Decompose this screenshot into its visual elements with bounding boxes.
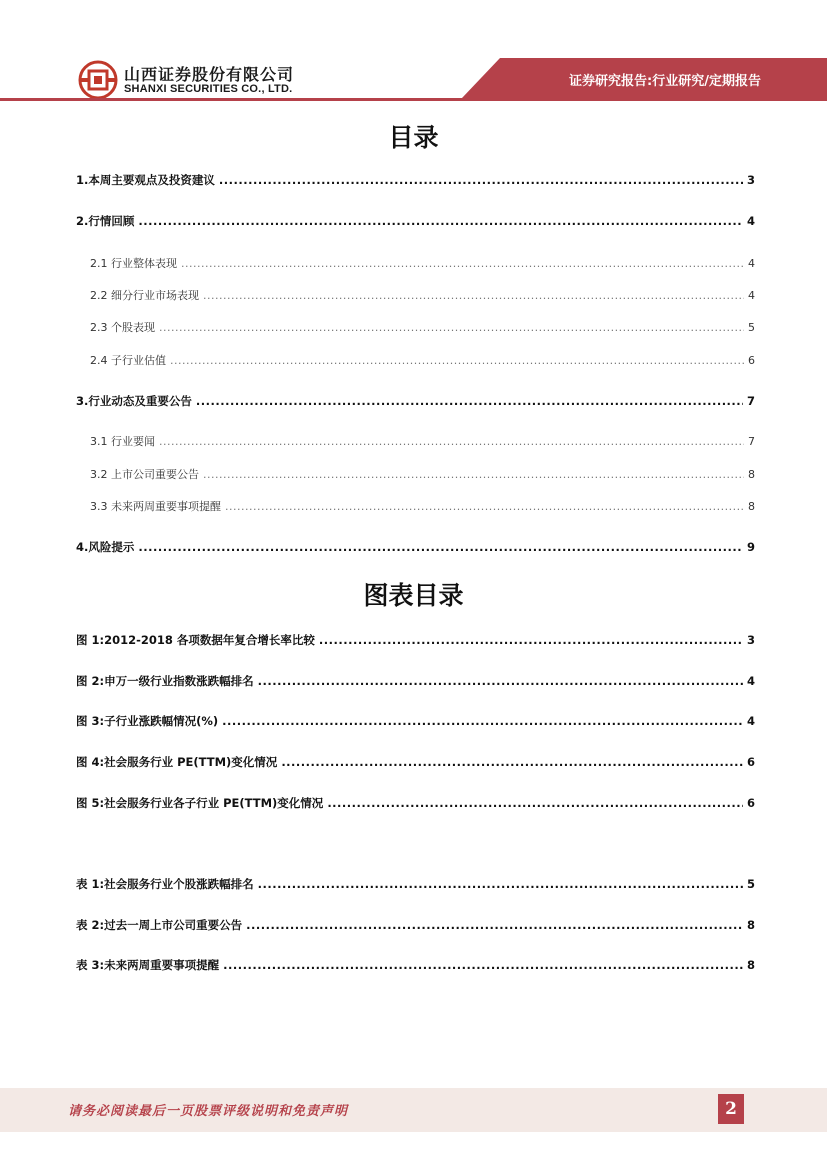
toc-entry[interactable] [90, 352, 755, 368]
toc-entry-label: 4.风险提示 [76, 540, 135, 554]
toc-entry[interactable] [90, 433, 755, 449]
company-name-cn: 山西证券股份有限公司 [124, 65, 295, 84]
figure-entry-label: 图 1:2012-2018 各项数据年复合增长率比较 [76, 633, 315, 647]
leader-dots [281, 755, 743, 769]
report-type: 证券研究报告:行业研究/定期报告 [569, 74, 761, 89]
table-entry-label: 表 3:未来两周重要事项提醒 [76, 958, 220, 972]
toc-entry[interactable] [90, 255, 755, 271]
toc-title: 目录 [388, 123, 439, 152]
leader-dots [159, 435, 744, 448]
leader-dots [170, 354, 744, 367]
company-logo-icon [78, 60, 118, 100]
toc-entry-page: 8 [748, 500, 755, 513]
figure-entry-page: 6 [746, 796, 755, 810]
table-entry[interactable] [76, 917, 755, 933]
leader-dots [258, 674, 743, 688]
figure-entry-label: 图 3:子行业涨跌幅情况(%) [76, 714, 219, 728]
toc-entry[interactable] [76, 172, 755, 188]
toc-entry-label: 3.1 行业要闻 [90, 435, 155, 448]
leader-dots [181, 257, 744, 270]
figure-entry[interactable] [76, 632, 755, 648]
toc-entry[interactable] [90, 319, 755, 335]
leader-dots [222, 714, 743, 728]
figure-entry-page: 4 [746, 674, 755, 688]
toc-entry[interactable] [90, 466, 755, 482]
figure-entry-page: 6 [746, 755, 755, 769]
leader-dots [138, 540, 743, 554]
figure-entry-label: 图 2:申万一级行业指数涨跌幅排名 [76, 674, 254, 688]
table-entry-page: 5 [746, 877, 755, 891]
toc-entry-label: 2.3 个股表现 [90, 321, 155, 334]
figure-entry-label: 图 4:社会服务行业 PE(TTM)变化情况 [76, 755, 278, 769]
toc-entry-label: 2.2 细分行业市场表现 [90, 289, 199, 302]
figure-entry-page: 4 [746, 714, 755, 728]
header-divider [0, 98, 827, 101]
figure-entry[interactable] [76, 795, 755, 811]
toc-entry[interactable] [76, 539, 755, 555]
figure-entry[interactable] [76, 754, 755, 770]
toc-entry-page: 7 [748, 435, 755, 448]
leader-dots [225, 500, 744, 513]
leader-dots [319, 633, 743, 647]
company-name-en: SHANXI SECURITIES CO., LTD. [124, 83, 293, 95]
table-entry-page: 8 [746, 918, 755, 932]
leader-dots [223, 958, 743, 972]
toc-entry-page: 6 [748, 354, 755, 367]
leader-dots [203, 468, 744, 481]
toc-entry[interactable] [90, 498, 755, 514]
toc-entry-page: 3 [746, 173, 755, 187]
toc-entry[interactable] [90, 287, 755, 303]
toc-entry-page: 8 [748, 468, 755, 481]
figure-entry[interactable] [76, 713, 755, 729]
leader-dots [196, 394, 743, 408]
leader-dots [203, 289, 744, 302]
toc-entry-label: 3.2 上市公司重要公告 [90, 468, 199, 481]
toc-entry-page: 5 [748, 321, 755, 334]
figure-entry[interactable] [76, 673, 755, 689]
toc-entry[interactable] [76, 393, 755, 409]
toc-entry-label: 2.1 行业整体表现 [90, 257, 177, 270]
leader-dots [327, 796, 743, 810]
toc-entry-label: 3.行业动态及重要公告 [76, 394, 192, 408]
toc-entry-label: 3.3 未来两周重要事项提醒 [90, 500, 221, 513]
page-header [0, 0, 827, 112]
leader-dots [219, 173, 743, 187]
leader-dots [159, 321, 744, 334]
toc-entry-label: 2.4 子行业估值 [90, 354, 166, 367]
toc-entry-page: 4 [746, 214, 755, 228]
figure-entry-page: 3 [746, 633, 755, 647]
table-entry-page: 8 [746, 958, 755, 972]
figure-entry-label: 图 5:社会服务行业各子行业 PE(TTM)变化情况 [76, 796, 324, 810]
toc-entry-page: 9 [746, 540, 755, 554]
table-entry[interactable] [76, 876, 755, 892]
leader-dots [258, 877, 743, 891]
toc-entry-page: 7 [746, 394, 755, 408]
footer-disclaimer: 请务必阅读最后一页股票评级说明和免责声明 [68, 1104, 349, 1119]
table-entry[interactable] [76, 957, 755, 973]
toc-entry-page: 4 [748, 257, 755, 270]
leader-dots [138, 214, 743, 228]
leader-dots [246, 918, 743, 932]
toc-entry-label: 2.行情回顾 [76, 214, 135, 228]
table-entry-label: 表 2:过去一周上市公司重要公告 [76, 918, 243, 932]
page-number: 2 [718, 1094, 744, 1124]
toc-entry-label: 1.本周主要观点及投资建议 [76, 173, 215, 187]
toc-entry-page: 4 [748, 289, 755, 302]
figures-title: 图表目录 [363, 581, 464, 610]
table-entry-label: 表 1:社会服务行业个股涨跌幅排名 [76, 877, 254, 891]
toc-entry[interactable] [76, 213, 755, 229]
